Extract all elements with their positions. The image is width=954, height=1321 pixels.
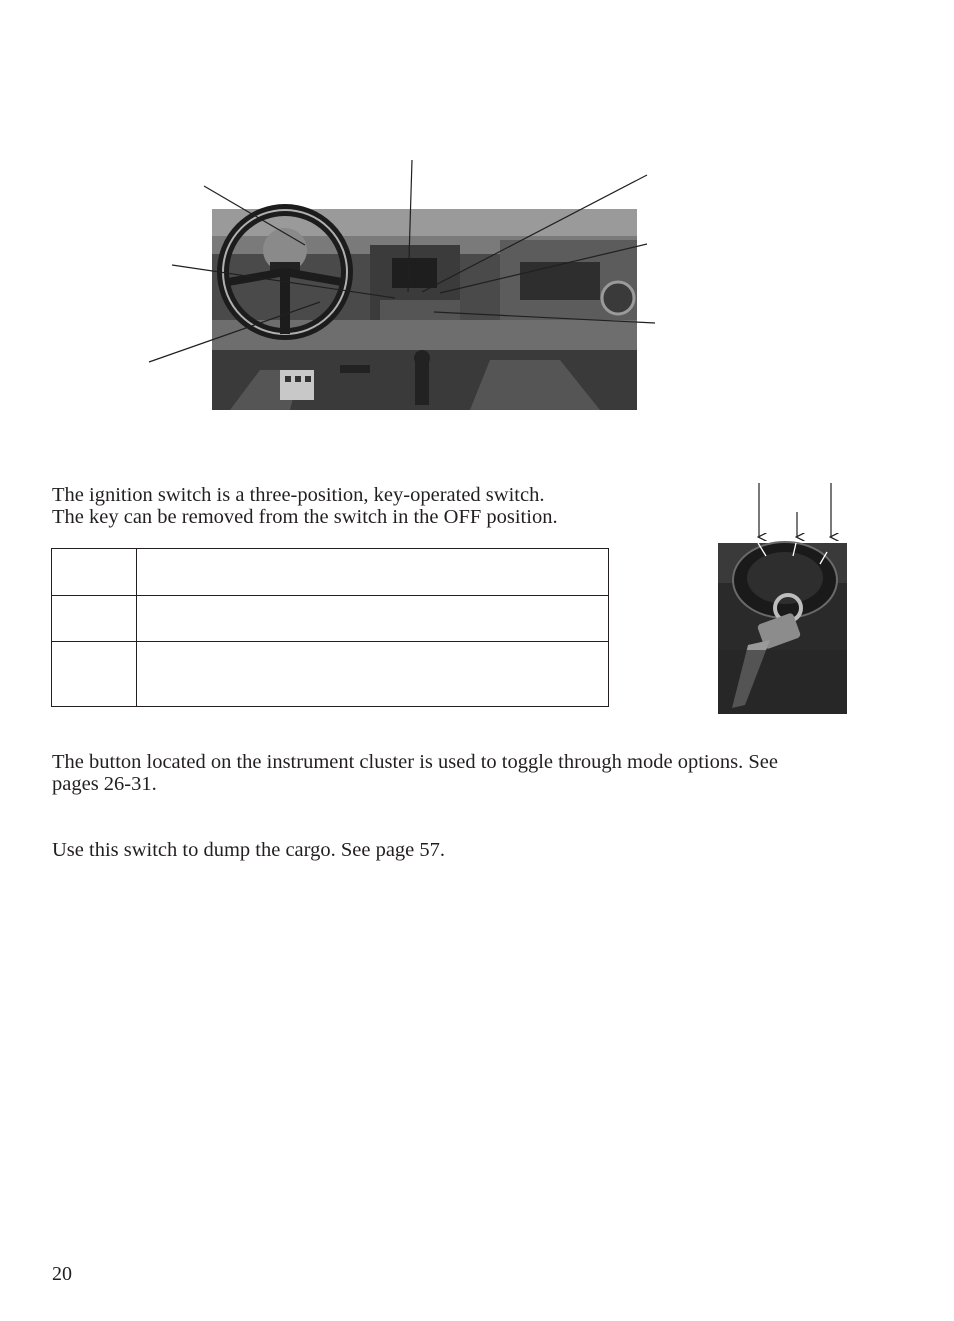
table-row bbox=[52, 596, 609, 642]
ignition-key-photo bbox=[718, 542, 847, 714]
table-row bbox=[52, 549, 609, 596]
table-row bbox=[52, 642, 609, 707]
ignition-key-figure bbox=[700, 480, 860, 720]
table-cell bbox=[137, 596, 609, 642]
table-cell bbox=[52, 642, 137, 707]
table-cell bbox=[137, 549, 609, 596]
dashboard-photo bbox=[212, 209, 637, 410]
dashboard-figure bbox=[0, 0, 954, 420]
position-arrows bbox=[759, 483, 831, 537]
ignition-line-1: The ignition switch is a three-position, key-operated switch. bbox=[52, 484, 545, 506]
dump-line: Use this switch to dump the cargo. See page 57. bbox=[52, 839, 446, 861]
table-cell bbox=[52, 596, 137, 642]
dump-switch-paragraph bbox=[52, 839, 445, 861]
table-cell bbox=[137, 642, 609, 707]
ignition-line-2: The key can be removed from the switch in the OFF position. bbox=[52, 506, 558, 528]
page-number: 20 bbox=[52, 1263, 72, 1285]
ignition-paragraph bbox=[52, 484, 558, 528]
mode-line-1: The button located on the instrument cluster is used to toggle through mode options. See bbox=[52, 751, 778, 773]
ignition-positions-table bbox=[51, 548, 609, 707]
mode-line-2: pages 26-31. bbox=[52, 773, 157, 795]
mode-button-paragraph bbox=[52, 751, 778, 795]
table-cell bbox=[52, 549, 137, 596]
